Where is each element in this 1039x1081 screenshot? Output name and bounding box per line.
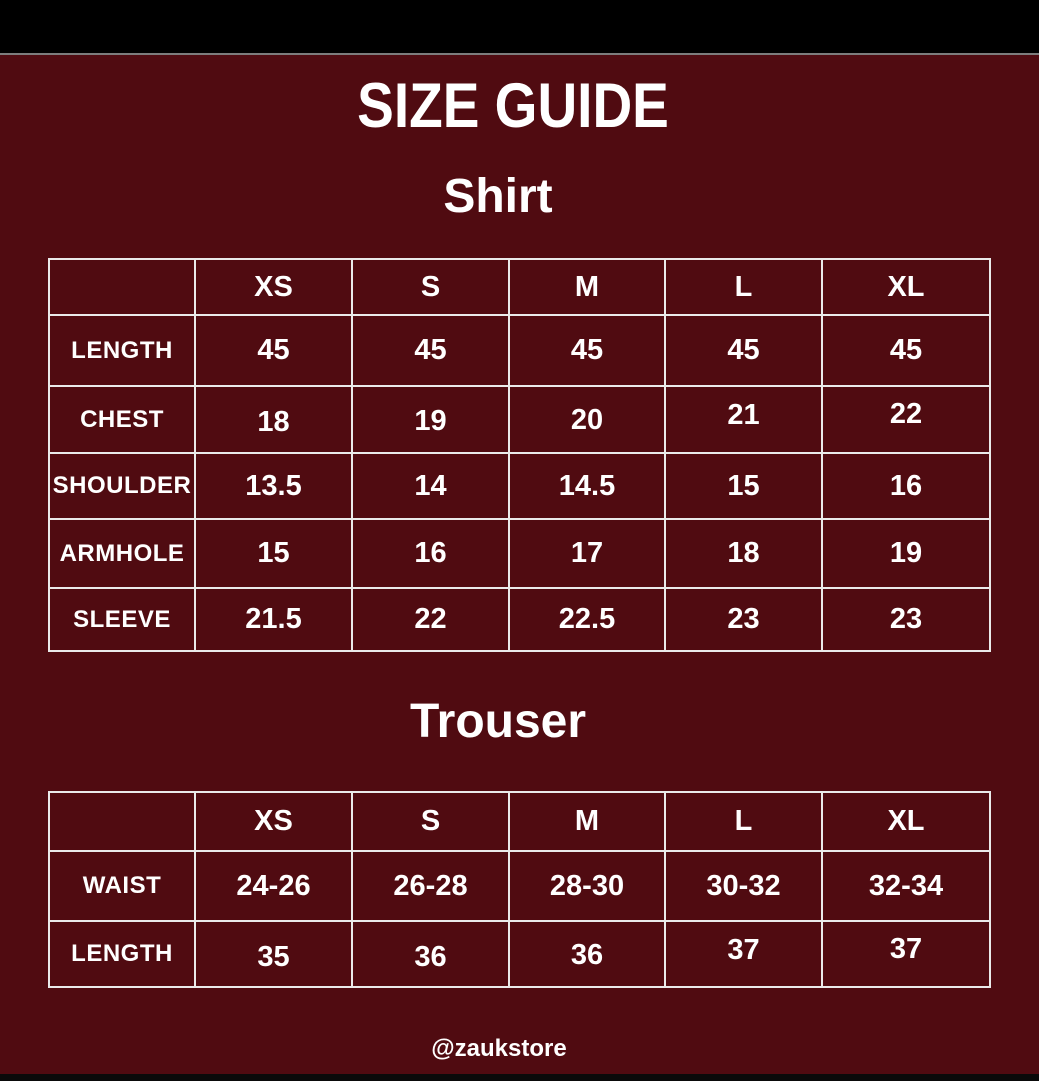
cell-value: 45	[727, 334, 760, 366]
column-header-l: L	[665, 259, 822, 315]
size-cell	[822, 386, 990, 453]
page-title: SIZE GUIDE	[357, 69, 669, 141]
size-cell	[195, 315, 352, 386]
size-cell	[195, 386, 352, 453]
size-cell	[665, 921, 822, 987]
corner-cell	[49, 259, 195, 315]
cell-value: 32-34	[868, 869, 944, 902]
row-label-sleeve: SLEEVE	[49, 588, 195, 651]
cell-value: 21.5	[245, 603, 302, 635]
cell-value: 20	[570, 404, 604, 436]
trouser-header-row	[49, 792, 990, 851]
size-cell	[195, 851, 352, 921]
column-header-xl: XL	[822, 259, 990, 315]
corner-cell	[49, 792, 195, 851]
cell-value: 19	[889, 537, 923, 569]
cell-value: 21	[727, 399, 760, 431]
column-header-s: S	[352, 259, 509, 315]
cell-value: 36	[414, 940, 447, 973]
size-cell	[665, 588, 822, 651]
top-letterbox-bar	[0, 0, 1039, 55]
column-header-s: S	[352, 792, 509, 851]
cell-value: 37	[889, 932, 923, 965]
size-cell	[822, 315, 990, 386]
column-header-xs: XS	[195, 259, 352, 315]
size-cell	[509, 588, 665, 651]
cell-value: 15	[727, 469, 760, 502]
size-cell	[352, 851, 509, 921]
row-label-chest: CHEST	[49, 386, 195, 453]
size-cell	[352, 315, 509, 386]
cell-value: 18	[257, 406, 290, 438]
cell-value: 16	[889, 469, 923, 502]
cell-value: 22	[414, 603, 447, 635]
cell-value: 14	[414, 469, 447, 502]
cell-value: 15	[257, 537, 290, 569]
column-header-xl: XL	[822, 792, 990, 851]
size-cell	[509, 386, 665, 453]
row-label-length: LENGTH	[49, 921, 195, 987]
shirt-row-armhole	[49, 519, 990, 588]
section-title-shirt: Shirt	[443, 170, 553, 223]
size-cell	[352, 453, 509, 519]
size-cell	[822, 588, 990, 651]
shirt-row-chest	[49, 386, 990, 453]
shirt-row-sleeve	[49, 588, 990, 651]
size-cell	[665, 386, 822, 453]
bottom-letterbox-bar	[0, 1074, 1039, 1081]
cell-value: 45	[414, 334, 447, 366]
size-cell	[822, 519, 990, 588]
size-cell	[509, 519, 665, 588]
cell-value: 19	[414, 405, 447, 437]
shirt-row-length	[49, 315, 990, 386]
cell-value: 28-30	[549, 869, 625, 902]
cell-value: 24-26	[236, 869, 311, 902]
cell-value: 14.5	[558, 469, 616, 502]
cell-value: 23	[889, 603, 923, 635]
cell-value: 22	[889, 398, 923, 430]
size-cell	[195, 453, 352, 519]
cell-value: 22.5	[558, 603, 616, 635]
size-cell	[665, 453, 822, 519]
shirt-size-table	[48, 258, 991, 652]
size-cell	[509, 315, 665, 386]
size-cell	[509, 851, 665, 921]
cell-value: 30-32	[706, 869, 781, 902]
trouser-row-waist	[49, 851, 990, 921]
size-cell	[352, 588, 509, 651]
cell-value: 45	[889, 334, 923, 366]
size-cell	[665, 519, 822, 588]
size-cell	[665, 851, 822, 921]
cell-value: 35	[257, 940, 290, 973]
row-label-shoulder: SHOULDER	[49, 453, 195, 519]
size-cell	[195, 588, 352, 651]
cell-value: 45	[257, 334, 290, 366]
size-cell	[195, 519, 352, 588]
cell-value: 36	[570, 938, 604, 971]
cell-value: 18	[727, 537, 760, 569]
size-cell	[352, 386, 509, 453]
section-title-trouser: Trouser	[409, 695, 587, 748]
cell-value: 17	[570, 537, 604, 569]
cell-value: 23	[727, 603, 760, 635]
size-cell	[665, 315, 822, 386]
size-cell	[509, 921, 665, 987]
size-cell	[822, 453, 990, 519]
size-cell	[195, 921, 352, 987]
column-header-m: M	[509, 259, 665, 315]
shirt-row-shoulder	[49, 453, 990, 519]
column-header-xs: XS	[195, 792, 352, 851]
row-label-armhole: ARMHOLE	[49, 519, 195, 588]
size-cell	[822, 851, 990, 921]
trouser-row-length	[49, 921, 990, 987]
size-cell	[352, 519, 509, 588]
shirt-header-row	[49, 259, 990, 315]
footer-handle: @zaukstore	[431, 1035, 567, 1062]
row-label-length: LENGTH	[49, 315, 195, 386]
column-header-m: M	[509, 792, 665, 851]
column-header-l: L	[665, 792, 822, 851]
row-label-waist: WAIST	[49, 851, 195, 921]
cell-value: 45	[570, 334, 604, 366]
trouser-size-table	[48, 791, 991, 988]
cell-value: 26-28	[393, 869, 468, 902]
cell-value: 37	[727, 933, 760, 966]
size-cell	[822, 921, 990, 987]
size-cell	[352, 921, 509, 987]
size-cell	[509, 453, 665, 519]
cell-value: 13.5	[245, 469, 302, 502]
cell-value: 16	[414, 537, 447, 569]
